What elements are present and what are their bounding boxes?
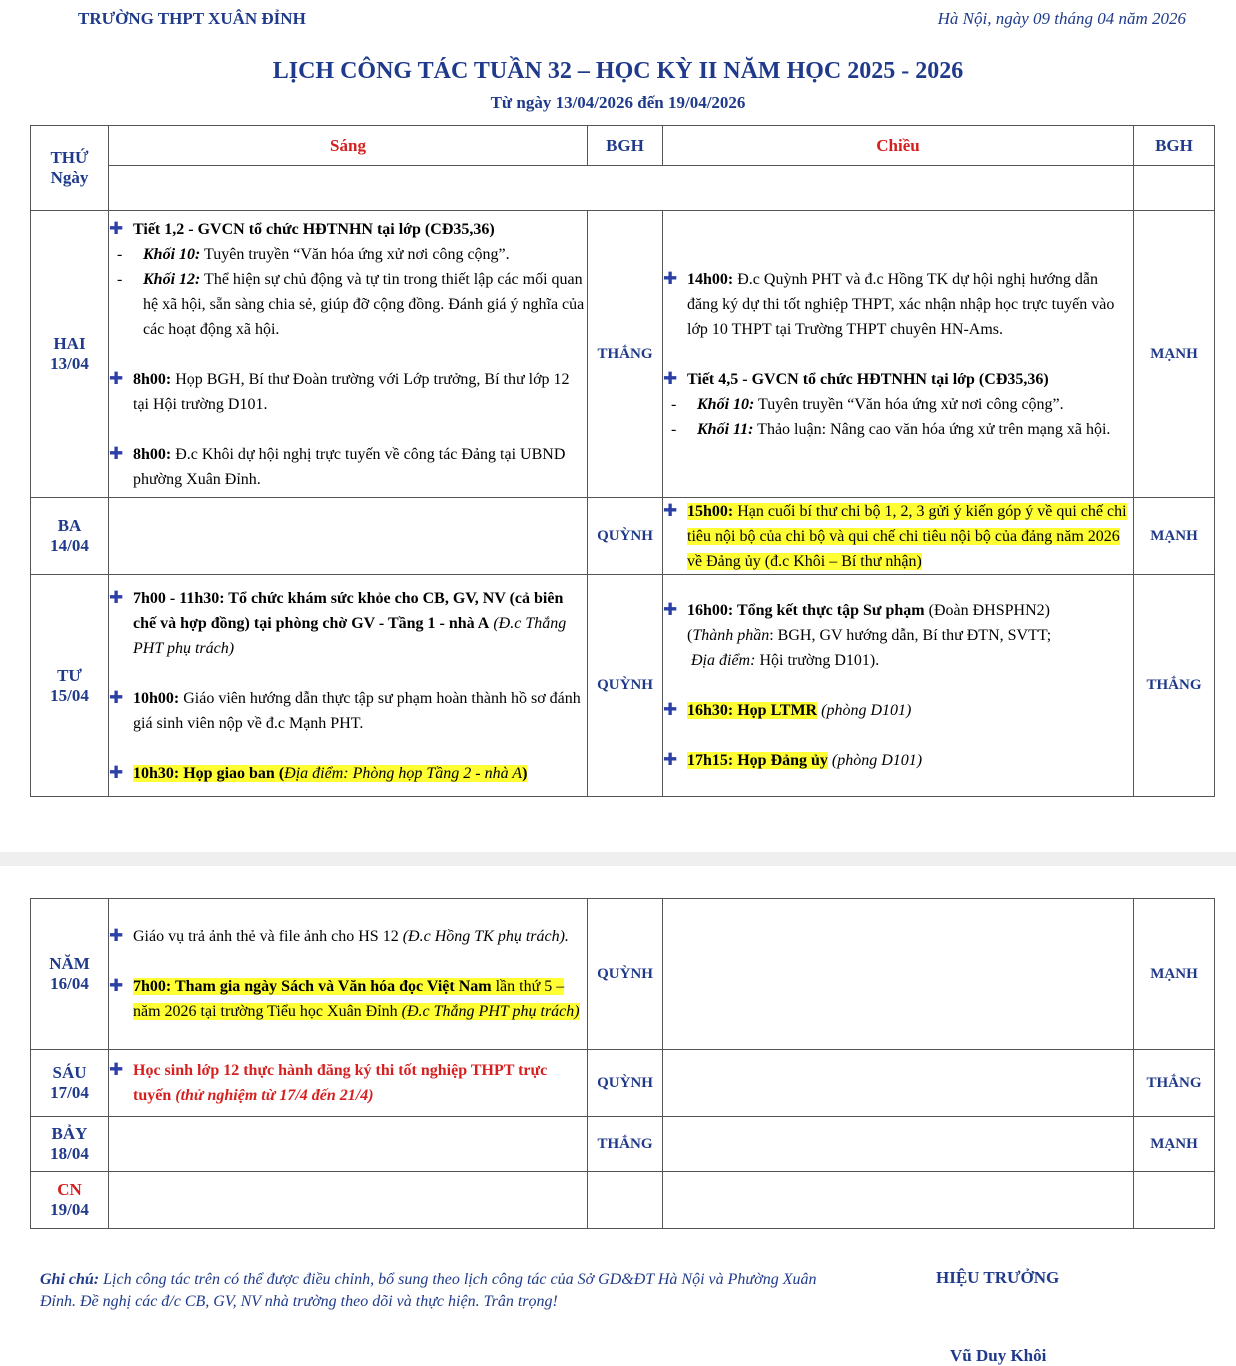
bgh-afternoon-thursday: MẠNH: [1134, 899, 1215, 1050]
afternoon-cell-wednesday: [663, 575, 1134, 797]
page-title: LỊCH CÔNG TÁC TUẦN 32 – HỌC KỲ II NĂM HỌC 2025 - 2026: [272, 58, 964, 84]
list-subitem: - Khối 10: Tuyên truyền “Văn hóa ứng xử nơi công cộng”.: [117, 245, 510, 263]
afternoon-cell-friday: [663, 1050, 1134, 1117]
bgh-morning-wednesday: QUỲNH: [588, 575, 663, 797]
morning-cell-wednesday: [109, 575, 588, 797]
list-item: ✚ 15h00: Hạn cuối bí thư chi bộ 1, 2, 3 gửi ý kiến góp ý về qui chế chi tiêu nội bộ của chi bộ và qui chế chi tiêu nội bộ của đảng năm 2026 về Đảng ủy (đ.c Khôi – Bí thư nhận): [663, 499, 1133, 574]
list-item: ✚ Tiết 1,2 - GVCN tổ chức HĐTNHN tại lớp (CĐ35,36): [109, 217, 587, 242]
day-cell-saturday: [31, 1117, 109, 1172]
day-date: 18/04: [50, 1144, 89, 1163]
list-item: ✚ Học sinh lớp 12 thực hành đăng ký thi tốt nghiệp THPT trực tuyến (thử nghiệm từ 17/4 đến 21/4): [109, 1058, 587, 1108]
morning-cell-tuesday: [109, 498, 588, 575]
arrow-plus-bullet-icon: ✚: [109, 587, 124, 607]
list-subitem: - Khối 10: Tuyên truyền “Văn hóa ứng xử nơi công cộng”.: [671, 395, 1064, 413]
day-name: SÁU: [52, 1063, 87, 1082]
day-name: BẢY: [51, 1124, 88, 1143]
bgh-afternoon-sunday: [1134, 1172, 1215, 1229]
arrow-plus-bullet-icon: ✚: [109, 368, 124, 388]
signature-title: HIỆU TRƯỞNG: [936, 1268, 1060, 1287]
bgh-morning-thursday: QUỲNH: [588, 899, 663, 1050]
arrow-plus-bullet-icon: ✚: [663, 368, 678, 388]
bgh-morning-friday: QUỲNH: [588, 1050, 663, 1117]
bgh-afternoon-monday: MẠNH: [1134, 211, 1215, 498]
arrow-plus-bullet-icon: ✚: [109, 218, 124, 238]
header-blank-2: [1134, 166, 1215, 211]
morning-cell-sunday: [109, 1172, 588, 1229]
schedule-table-week-part2: [30, 898, 1215, 1229]
afternoon-cell-sunday: [663, 1172, 1134, 1229]
header-day-cell: [31, 126, 109, 211]
day-date: 16/04: [50, 974, 89, 993]
day-name: HAI: [53, 334, 86, 353]
list-item: ✚ 16h00: Tổng kết thực tập Sư phạm (Đoàn ĐHSPHN2) (Thành phần: BGH, GV hướng dẫn, Bí thư ĐTN, SVTT; Địa điểm: Hội trường D101).: [663, 598, 1133, 673]
bgh-morning-saturday: THẮNG: [588, 1117, 663, 1172]
day-cell-sunday: [31, 1172, 109, 1229]
signer-name: Vũ Duy Khôi: [950, 1346, 1047, 1365]
morning-cell-thursday: [109, 899, 588, 1050]
day-cell-friday: [31, 1050, 109, 1117]
arrow-plus-bullet-icon: ✚: [663, 500, 678, 520]
morning-cell-monday: [109, 211, 588, 498]
list-item: ✚ 10h30: Họp giao ban (Địa điểm: Phòng họp Tầng 2 - nhà A): [109, 761, 587, 786]
list-item: ✚ 14h00: Đ.c Quỳnh PHT và đ.c Hồng TK dự hội nghị hướng dẫn đăng ký dự thi tốt nghiệp THPT, xác nhận nhập học trực tuyến vào lớp 10 THPT tại Trường THPT chuyên HN-Ams.: [663, 267, 1133, 342]
day-date: 13/04: [50, 354, 89, 373]
schedule-table-week-part1: [30, 125, 1215, 797]
header-blank-1: [109, 166, 1134, 211]
arrow-plus-bullet-icon: ✚: [663, 600, 678, 619]
row-monday: [31, 211, 1215, 498]
day-cell-tuesday: [31, 498, 109, 575]
arrow-plus-bullet-icon: ✚: [109, 926, 124, 945]
header-bgh-morning: BGH: [588, 126, 663, 166]
date-line: Hà Nội, ngày 09 tháng 04 năm 2026: [937, 9, 1186, 28]
bgh-morning-sunday: [588, 1172, 663, 1229]
bgh-afternoon-saturday: MẠNH: [1134, 1117, 1215, 1172]
list-subitem: - Khối 12: Thể hiện sự chủ động và tự tin trong thiết lập các mối quan hệ xã hội, sẵn sàng chia sẻ, giúp đỡ cộng đồng. Đánh giá ý nghĩa của các hoạt động xã hội.: [117, 270, 585, 338]
list-item: ✚ 7h00: Tham gia ngày Sách và Văn hóa đọc Việt Nam lần thứ 5 – năm 2026 tại trường Tiểu học Xuân Đỉnh (Đ.c Thắng PHT phụ trách): [109, 974, 587, 1024]
page-subtitle: Từ ngày 13/04/2026 đến 19/04/2026: [490, 93, 746, 112]
list-item: ✚ 8h00: Họp BGH, Bí thư Đoàn trường với Lớp trưởng, Bí thư lớp 12 tại Hội trường D101.: [109, 367, 587, 417]
morning-cell-saturday: [109, 1117, 588, 1172]
header-bgh-afternoon: BGH: [1134, 126, 1215, 166]
day-cell-monday: [31, 211, 109, 498]
day-name: BA: [57, 516, 82, 535]
arrow-plus-bullet-icon: ✚: [109, 1060, 124, 1079]
list-item: ✚ 10h00: Giáo viên hướng dẫn thực tập sư phạm hoàn thành hồ sơ đánh giá sinh viên nộp về đ.c Mạnh PHT.: [109, 686, 587, 736]
page-break: [0, 852, 1236, 866]
list-item: ✚ 8h00: Đ.c Khôi dự hội nghị trực tuyến về công tác Đảng tại UBND phường Xuân Đỉnh.: [109, 442, 587, 492]
arrow-plus-bullet-icon: ✚: [663, 268, 678, 288]
arrow-plus-bullet-icon: ✚: [663, 750, 678, 769]
list-item: ✚ 7h00 - 11h30: Tổ chức khám sức khỏe cho CB, GV, NV (cả biên chế và hợp đồng) tại phòng chờ GV - Tầng 1 - nhà A (Đ.c Thắng PHT phụ trách): [109, 586, 587, 661]
bgh-afternoon-tuesday: MẠNH: [1134, 498, 1215, 575]
bgh-afternoon-friday: THẮNG: [1134, 1050, 1215, 1117]
day-date: 14/04: [50, 536, 89, 555]
arrow-plus-bullet-icon: ✚: [109, 976, 124, 995]
day-date: 19/04: [50, 1200, 89, 1219]
footer-note: Ghi chú: Lịch công tác trên có thể được điều chỉnh, bổ sung theo lịch công tác của Sở GD&ĐT Hà Nội và Phường Xuân Đỉnh. Đề nghị các đ/c CB, GV, NV nhà trường theo dõi và thực hiện. Trân trọng!: [40, 1271, 817, 1310]
row-sunday: [31, 1172, 1215, 1229]
day-cell-thursday: [31, 899, 109, 1050]
row-wednesday: [31, 575, 1215, 797]
arrow-plus-bullet-icon: ✚: [109, 687, 124, 707]
list-item: ✚ Giáo vụ trả ảnh thẻ và file ảnh cho HS 12 (Đ.c Hồng TK phụ trách).: [109, 924, 587, 949]
afternoon-cell-thursday: [663, 899, 1134, 1050]
day-name: CN: [57, 1180, 82, 1199]
school-name: TRƯỜNG THPT XUÂN ĐỈNH: [78, 9, 306, 28]
afternoon-cell-saturday: [663, 1117, 1134, 1172]
row-saturday: [31, 1117, 1215, 1172]
header-ngay: Ngày: [50, 168, 89, 187]
day-name: TƯ: [57, 665, 82, 685]
morning-cell-friday: [109, 1050, 588, 1117]
arrow-plus-bullet-icon: ✚: [663, 700, 678, 719]
list-item: ✚ 17h15: Họp Đảng ủy (phòng D101): [663, 748, 1133, 773]
list-item: ✚ Tiết 4,5 - GVCN tổ chức HĐTNHN tại lớp (CĐ35,36): [663, 367, 1133, 392]
header-morning: Sáng: [109, 126, 588, 166]
row-friday: [31, 1050, 1215, 1117]
day-date: 15/04: [50, 685, 89, 705]
afternoon-cell-monday: [663, 211, 1134, 498]
afternoon-cell-tuesday: [663, 498, 1134, 575]
bgh-morning-monday: THẮNG: [588, 211, 663, 498]
day-cell-wednesday: [31, 575, 109, 797]
arrow-plus-bullet-icon: ✚: [109, 762, 124, 782]
day-date: 17/04: [50, 1083, 89, 1102]
day-name: NĂM: [49, 954, 90, 973]
header-thu: THỨ: [50, 148, 89, 167]
row-thursday: [31, 899, 1215, 1050]
list-item: ✚ 16h30: Họp LTMR (phòng D101): [663, 698, 1133, 723]
row-tuesday: [31, 498, 1215, 575]
bgh-afternoon-wednesday: THẮNG: [1134, 575, 1215, 797]
bgh-morning-tuesday: QUỲNH: [588, 498, 663, 575]
list-subitem: - Khối 11: Thảo luận: Nâng cao văn hóa ứng xử trên mạng xã hội.: [671, 420, 1111, 438]
arrow-plus-bullet-icon: ✚: [109, 443, 124, 463]
header-afternoon: Chiều: [663, 126, 1134, 166]
